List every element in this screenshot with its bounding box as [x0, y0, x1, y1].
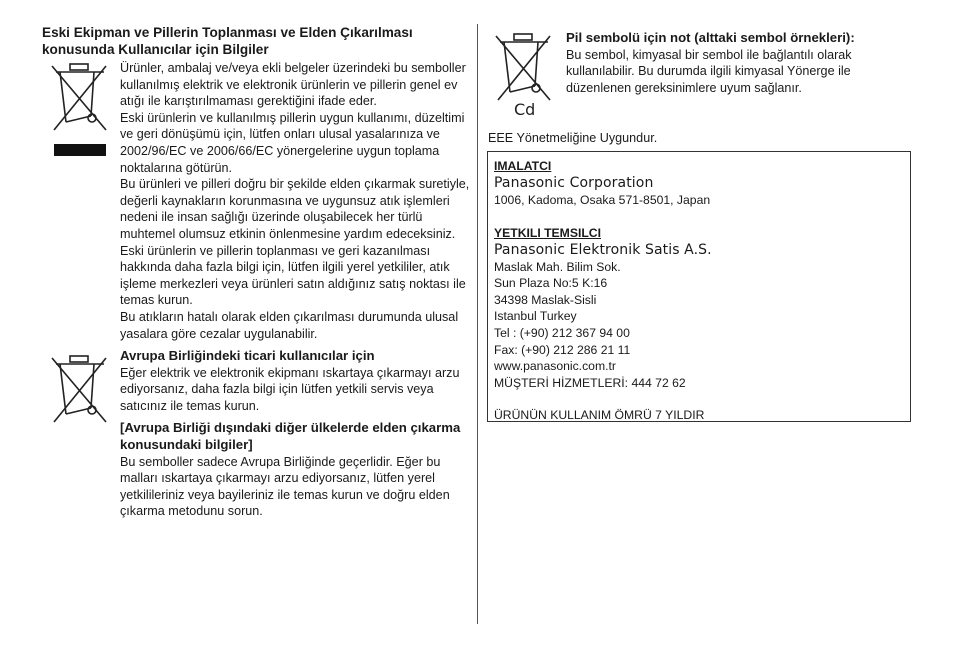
rep-line: Fax: (+90) 212 286 21 11	[494, 342, 631, 357]
battery-note-title: Pil sembolü için not (alttaki sembol örnekleri):	[566, 30, 855, 45]
column-divider	[477, 24, 478, 624]
rep-line: MÜŞTERİ HİZMETLERİ: 444 72 62	[494, 375, 686, 390]
disposal-paragraph-2: Eski ürünlerin ve kullanılmış pillerin uygun kullanımı, düzeltimi ve geri dönüşümü için, lütfen onları ulusal yasalarınıza ve 2002/96/EC ve 2006/66/EC yönergelerine uygun toplama noktalarına götürün.	[120, 110, 465, 175]
battery-note-text: Bu sembol, kimyasal bir sembol ile bağlantılı olarak kullanılabilir. Bu durumda ilgili kimyasal Yönerge ile düzenlenen gereksinimlere uyum sağlanır.	[566, 47, 852, 95]
rep-line: Tel : (+90) 212 367 94 00	[494, 325, 630, 340]
disposal-paragraph-4: Eski ürünlerin ve pillerin toplanması ve geri kazanılması hakkında daha fazla bilgi için, lütfen ilgili yerel yetkililer, atık işleme merkezleri veya ürünleri satın aldığınız satış noktası ile temas kurun.	[120, 243, 466, 308]
wheelie-bin-icon	[50, 352, 110, 424]
disposal-paragraph-1: Ürünler, ambalaj ve/veya ekli belgeler üzerindeki bu semboller kullanılmış elektrik ve elektronik ürünlerin ve pillerin genel ev atığı ile karıştırılmaması gerektiğini ifade eder.	[120, 61, 466, 109]
manufacturer-address: 1006, Kadoma, Osaka 571-8501, Japan	[494, 193, 711, 207]
rep-line: Maslak Mah. Bilim Sok.	[494, 259, 621, 274]
rep-website: www.panasonic.com.tr	[494, 359, 616, 374]
non-eu-section-title: [Avrupa Birliği dışındaki diğer ülkelerde elden çıkarma konusundaki bilgiler]	[120, 420, 461, 453]
non-eu-section-text: Bu semboller sadece Avrupa Birliğinde geçerlidir. Eğer bu malları ıskartaya çıkarmayı arzu ediyorsanız, lütfen yerel yetkilileriniz veya bayileriniz ile temas kurun ve doğru elden çıkarma metodunu sorun.	[120, 454, 450, 519]
manufacturer-name: Panasonic Corporation	[494, 175, 654, 191]
product-lifetime: ÜRÜNÜN KULLANIM ÖMRÜ 7 YILDIR	[494, 408, 705, 423]
eu-section-title: Avrupa Birliğindeki ticari kullanıcılar için	[120, 348, 375, 364]
right-column	[488, 30, 912, 145]
left-column	[42, 24, 470, 520]
cd-symbol: Cd	[514, 100, 536, 119]
rep-heading: YETKILI TEMSILCI	[494, 225, 601, 240]
rep-line: Sun Plaza No:5 K:16	[494, 276, 608, 291]
eee-compliance: EEE Yönetmeliğine Uygundur.	[488, 131, 658, 145]
wheelie-bin-icon	[50, 60, 110, 132]
rep-line: Istanbul Turkey	[494, 309, 577, 324]
eu-section-text: Eğer elektrik ve elektronik ekipmanı ıskartaya çıkarmayı arzu ediyorsanız, daha fazla bilgi için lütfen yetkili servis veya satıcınız ile temas kurun.	[120, 365, 460, 413]
info-box	[487, 151, 911, 422]
rep-line: 34398 Maslak-Sisli	[494, 292, 597, 307]
disposal-paragraph-3: Bu ürünleri ve pilleri doğru bir şekilde elden çıkarmak suretiyle, değerli kaynakların korunmasına ve uygunsuz atık işlemleri nedeni ile insan sağlığı üzerinde oluşabilecek her türlü muhtemel olumsuz etkinin önlenmesine yardım edeceksiniz.	[120, 177, 470, 241]
manufacturer-heading: IMALATCI	[494, 159, 552, 173]
page-title: Eski Ekipman ve Pillerin Toplanması ve Elden Çıkarılması konusunda Kullanıcılar için Bilgiler	[42, 25, 413, 57]
solid-bar-icon	[54, 144, 106, 156]
disposal-paragraph-5: Bu atıkların hatalı olarak elden çıkarılması durumunda ulusal yasalara göre cezalar uygulanabilir.	[120, 309, 459, 341]
rep-name: Panasonic Elektronik Satis A.S.	[494, 241, 712, 258]
